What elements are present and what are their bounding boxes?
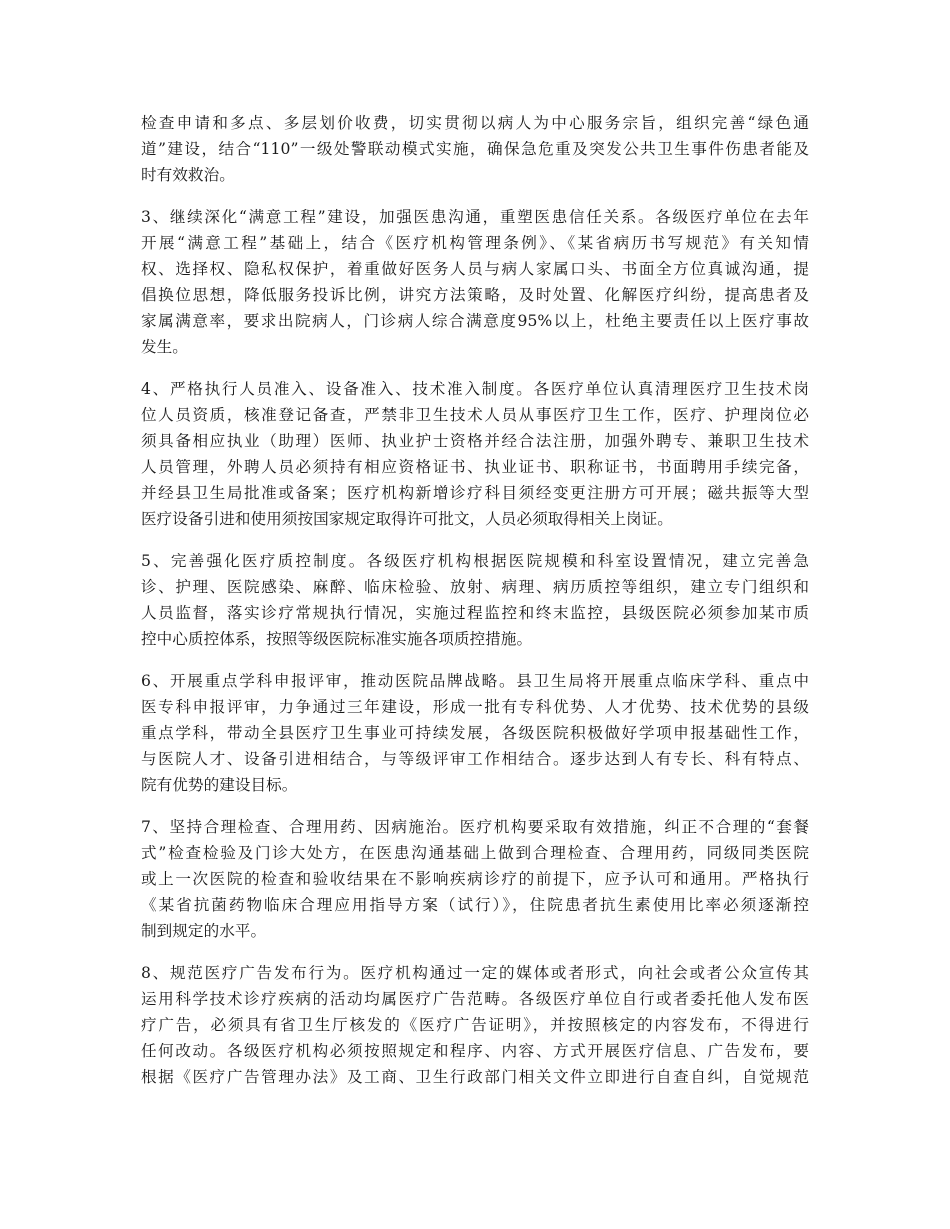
text-line: 道”建设，结合“110”一级处警联动模式实施，确保急危重及突发公共卫生事件伤患者能及 xyxy=(141,140,809,158)
text-line: 倡换位思想，降低服务投诉比例，讲究方法策略，及时处置、化解医疗纠纷，提高患者及 xyxy=(141,286,809,304)
text-line: 7、坚持合理检查、合理用药、因病施治。医疗机构要采取有效措施，纠正不合理的“套餐 xyxy=(141,818,809,836)
text-line: 《某省抗菌药物临床合理应用指导方案（试行）》，住院患者抗生素使用比率必须逐渐控 xyxy=(141,896,809,914)
text-line: 重点学科，带动全县医疗卫生事业可持续发展，各级医院积极做好学项申报基础性工作， xyxy=(141,724,809,742)
paragraph xyxy=(141,204,809,360)
paragraph xyxy=(141,376,809,532)
text-line: 诊、护理、医院感染、麻醉、临床检验、放射、病理、病历质控等组织，建立专门组织和 xyxy=(141,578,809,596)
text-line: 3、继续深化“满意工程”建设，加强医患沟通，重塑医患信任关系。各级医疗单位在去年 xyxy=(141,208,809,226)
text-line: 须具备相应执业（助理）医师、执业护士资格并经合法注册，加强外聘专、兼职卫生技术 xyxy=(141,432,809,450)
paragraph xyxy=(141,548,809,652)
text-line: 疗广告，必须具有省卫生厅核发的《医疗广告证明》，并按照核定的内容发布，不得进行 xyxy=(141,1016,809,1034)
text-line: 权、选择权、隐私权保护，着重做好医务人员与病人家属口头、书面全方位真诚沟通，提 xyxy=(141,260,809,278)
document-body xyxy=(141,110,809,1106)
paragraph xyxy=(141,668,809,798)
text-line: 院有优势的建设目标。 xyxy=(141,776,298,794)
text-line: 与医院人才、设备引进相结合，与等级评审工作相结合。逐步达到人有专长、科有特点、 xyxy=(141,750,809,768)
text-line: 时有效救治。 xyxy=(141,166,235,184)
text-line: 8、规范医疗广告发布行为。医疗机构通过一定的媒体或者形式，向社会或者公众宣传其 xyxy=(141,964,809,982)
text-line: 6、开展重点学科申报评审，推动医院品牌战略。县卫生局将开展重点临床学科、重点中 xyxy=(141,672,809,690)
text-line: 医专科申报评审，力争通过三年建设，形成一批有专科优势、人才优势、技术优势的县级 xyxy=(141,698,809,716)
text-line: 制到规定的水平。 xyxy=(141,922,267,940)
paragraph xyxy=(141,110,809,188)
text-line: 根据《医疗广告管理办法》及工商、卫生行政部门相关文件立即进行自查自纠，自觉规范 xyxy=(141,1068,809,1086)
text-line: 人员管理，外聘人员必须持有相应资格证书、执业证书、职称证书，书面聘用手续完备， xyxy=(141,458,809,476)
text-line: 5、完善强化医疗质控制度。各级医疗机构根据医院规模和科室设置情况，建立完善急 xyxy=(141,552,809,570)
text-line: 位人员资质，核准登记备查，严禁非卫生技术人员从事医疗卫生工作，医疗、护理岗位必 xyxy=(141,406,809,424)
text-line: 开展“满意工程”基础上，结合《医疗机构管理条例》、《某省病历书写规范》有关知情 xyxy=(141,234,809,252)
text-line: 运用科学技术诊疗疾病的活动均属医疗广告范畴。各级医疗单位自行或者委托他人发布医 xyxy=(141,990,809,1008)
text-line: 家属满意率，要求出院病人，门诊病人综合满意度95%以上，杜绝主要责任以上医疗事故 xyxy=(141,312,809,330)
text-line: 并经县卫生局批准或备案；医疗机构新增诊疗科目须经变更注册方可开展；磁共振等大型 xyxy=(141,484,809,502)
text-line: 人员监督，落实诊疗常规执行情况，实施过程监控和终末监控，县级医院必须参加某市质 xyxy=(141,604,809,622)
text-line: 式”检查检验及门诊大处方，在医患沟通基础上做到合理检查、合理用药，同级同类医院 xyxy=(141,844,809,862)
text-line: 或上一次医院的检查和验收结果在不影响疾病诊疗的前提下，应予认可和通用。严格执行 xyxy=(141,870,809,888)
paragraph xyxy=(141,814,809,944)
text-line: 医疗设备引进和使用须按国家规定取得许可批文，人员必须取得相关上岗证。 xyxy=(141,510,673,528)
text-line: 发生。 xyxy=(141,338,188,356)
text-line: 任何改动。各级医疗机构必须按照规定和程序、内容、方式开展医疗信息、广告发布，要 xyxy=(141,1042,809,1060)
text-line: 检查申请和多点、多层划价收费，切实贯彻以病人为中心服务宗旨，组织完善“绿色通 xyxy=(141,114,809,132)
text-line: 控中心质控体系，按照等级医院标准实施各项质控措施。 xyxy=(141,630,533,648)
paragraph xyxy=(141,960,809,1090)
text-line: 4、严格执行人员准入、设备准入、技术准入制度。各医疗单位认真清理医疗卫生技术岗 xyxy=(141,380,809,398)
